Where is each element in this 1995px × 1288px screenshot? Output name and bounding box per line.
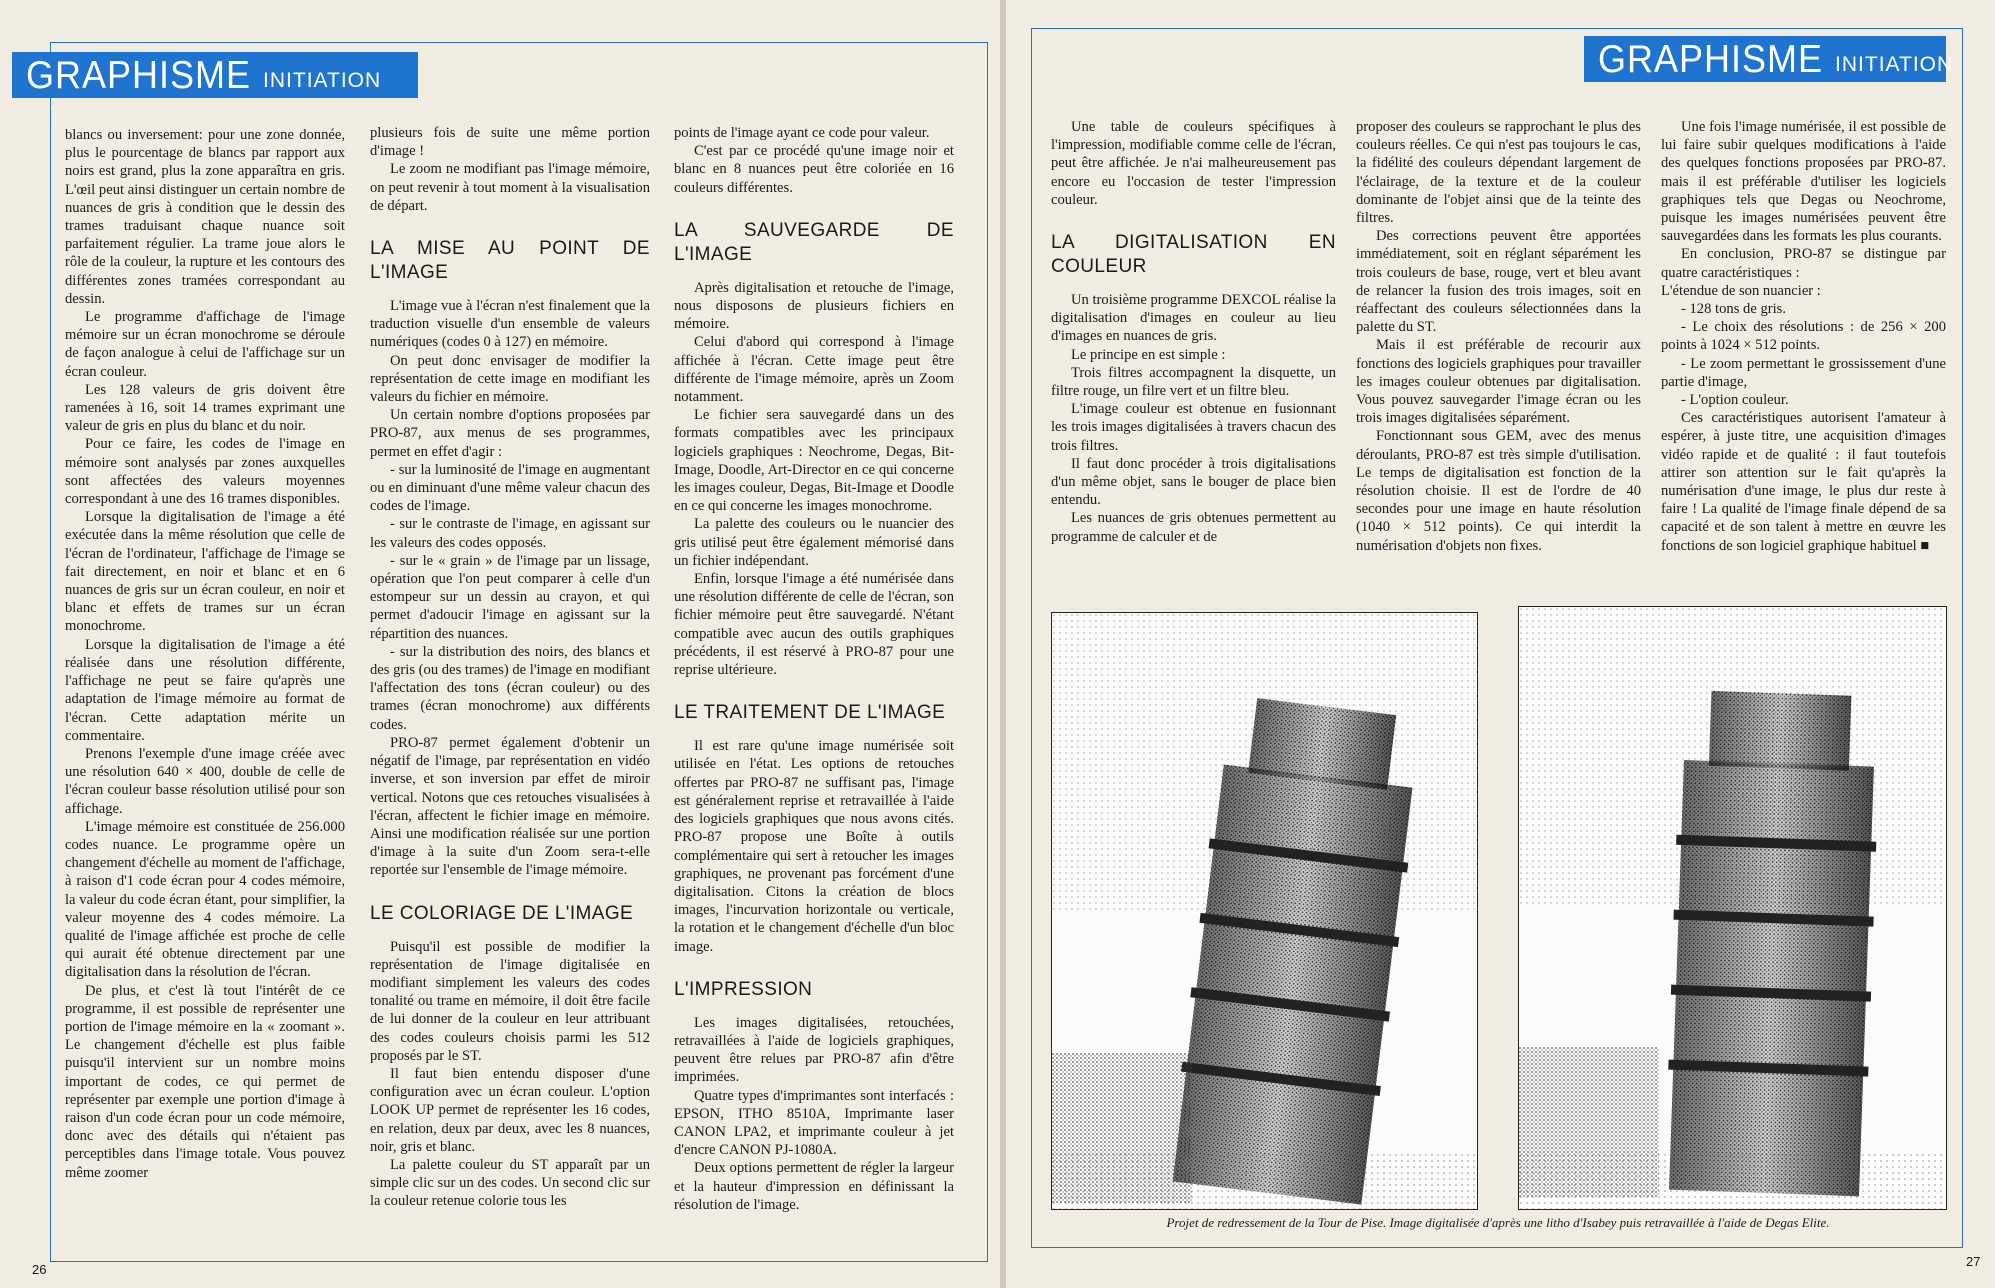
paragraph: De plus, et c'est là tout l'intérêt de ce programme, il est possible de représenter une portion de l'image mémoire en la « zoomant ». Le changement d'échelle est plus faible puisqu'il intervient sur un nombre moins important de codes, ce qui permet de représenter par exemple une portion d'image à raison d'un code écran pour un code mémoire, donc avec des détails qui n'étaient pas perceptibles dans l'image totale. Vous pouvez même zoomer [65, 982, 345, 1181]
right-page [1006, 0, 1995, 1288]
paragraph: blancs ou inversement: pour une zone donnée, plus le pourcentage de blancs par rapport aux noirs est grand, plus la zone apparaîtra en gris. L'œil peut ainsi distinguer un certain nombre de nuances de gris à condition que le dessin des trames traduisant chaque nuance soit parfaitement régulier. La trame joue alors le rôle de la couleur, la rupture et les contours des différentes zones tramées correspondant au dessin. [65, 127, 345, 307]
photo-caption: Projet de redressement de la Tour de Pise. Image digitalisée d'après une litho d'Isabey puis retravaillée à l'aide de Degas Elite. [1166, 1215, 1830, 1230]
paragraph: Il faut donc procéder à trois digitalisations d'un même objet, sans le bouger de place bien entendu. [1051, 455, 1336, 509]
paragraph: Lorsque la digitalisation de l'image a été réalisée dans une résolution différente, l'affichage ne peut se faire qu'après une adaptation de l'image mémoire au format de l'écran. Cette adaptation mérite un commentaire. [65, 636, 345, 744]
paragraph: L'étendue de son nuancier : [1661, 282, 1821, 299]
left-column-3 [674, 124, 954, 1214]
list-item: - Le zoom permettant le grossissement d'une partie d'image, [1661, 355, 1946, 390]
section-heading: LA SAUVEGARDE DE L'IMAGE [674, 219, 954, 265]
paragraph: PRO-87 permet également d'obtenir un négatif de l'image, par représentation en vidéo inverse, et son inversion par effet de miroir vertical. Notons que ces retouches visualisées à l'écran, affectent le fichier image en mémoire. Ainsi une modification réalisée sur une portion d'image à la suite d'un Zoom sera-t-elle reportée sur l'ensemble de l'image mémoire. [370, 734, 650, 879]
right-column-1 [1051, 118, 1336, 546]
left-column-2 [370, 124, 650, 1211]
right-column-3 [1661, 118, 1946, 555]
right-column-2 [1356, 118, 1641, 555]
paragraph: Les nuances de gris obtenues permettent au programme de calculer et de [1051, 510, 1336, 545]
paragraph: Une table de couleurs spécifiques à l'impression, modifiable comme celle de l'écran, peut être affichée. Je n'ai malheureusement pas encore eu l'occasion de tester l'impression couleur. [1051, 119, 1336, 208]
paragraph: - sur le contraste de l'image, en agissant sur les valeurs des codes opposés. [370, 516, 650, 551]
section-heading: LE COLORIAGE DE L'IMAGE [370, 902, 634, 924]
paragraph: Le programme d'affichage de l'image mémoire sur un écran monochrome se déroule de façon analogue à celui de l'affichage sur un écran couleur. [65, 309, 345, 380]
paragraph: Le zoom ne modifiant pas l'image mémoire, on peut revenir à tout moment à la visualisation de départ. [370, 161, 650, 214]
paragraph: Puisqu'il est possible de modifier la représentation de l'image digitalisée en modifiant simplement les valeurs des codes tonalité ou trame en mémoire, il doit être facile de lui donner de la couleur en leur attribuant des codes couleurs choisis parmi les 512 proposés par le ST. [370, 938, 650, 1064]
paragraph: Pour ce faire, les codes de l'image en mémoire sont analysés par zones auxquelles sont affectées des valeurs moyennes correspondant à une des 16 trames disponibles. [65, 436, 345, 508]
section-banner [1584, 36, 1954, 82]
paragraph: Trois filtres accompagnent la disquette, un filtre rouge, un filre vert et un filtre bleu. [1051, 364, 1336, 400]
list-item: - 128 tons de gris. [1681, 301, 1786, 318]
banner-title: GRAPHISME [26, 52, 252, 97]
paragraph: La palette des couleurs ou le nuancier des gris utilisé peut être également mémorisé dans un fichier indépendant. [674, 516, 954, 569]
paragraph: - sur la luminosité de l'image en augmentant ou en diminuant d'une même valeur chacun des codes de l'image. [370, 461, 650, 515]
section-heading: LA DIGITALISATION EN COULEUR [1051, 232, 1336, 278]
banner-subtitle: INITIATION [263, 69, 382, 92]
paragraph: points de l'image ayant ce code pour valeur. [674, 125, 930, 141]
section-heading: LA MISE AU POINT DE L'IMAGE [370, 238, 650, 284]
paragraph: Une fois l'image numérisée, il est possible de lui faire subir quelques modifications à l'aide des quelques fonctions proposées par PRO-87. mais il est préférable d'utiliser les logiciels graphiques tels que Degas ou Neochrome, puisque les images numérisées peuvent être sauvegardées dans les formats les plus courants. [1661, 119, 1946, 245]
paragraph: Le fichier sera sauvegardé dans un des formats compatibles avec les principaux logiciels graphiques : Neochrome, Degas, Bit-Image, Doodle, Art-Director en ce qui concerne les images couleur, Degas, Bit-Image et Doodle en ce qui concerne les images monochrome. [674, 407, 954, 515]
paragraph: Prenons l'exemple d'une image créée avec une résolution 640 × 400, double de celle de l'écran couleur basse résolution utilisé pour son affichage. [65, 745, 345, 817]
tower-photo-original [1051, 612, 1478, 1210]
paragraph: - sur le « grain » de l'image par un lissage, opération que l'on peut comparer à celle d'un estompeur sur un dessin au crayon, et qui permet d'adoucir l'image en agissant sur la répartition des nuances. [370, 552, 650, 642]
section-heading: LE TRAITEMENT DE L'IMAGE [674, 702, 946, 724]
paragraph: plusieurs fois de suite une même portion d'image ! [370, 125, 650, 160]
paragraph: - sur la distribution des noirs, des blancs et des gris (ou des trames) de l'image en modifiant l'affectation des tons (écran couleur) ou des trames (écran monochrome) aux différents codes. [370, 643, 650, 733]
left-column-1 [65, 126, 345, 1182]
paragraph: Il est rare qu'une image numérisée soit utilisée en l'état. Les options de retouches offertes par PRO-87 ne suffisant pas, l'image est généralement reprise et retravaillée à l'aide des logiciels graphiques que nous avons cités. PRO-87 propose une Boîte à outils complémentaire qui sert à retoucher les images graphiques, ne provenant pas forcément d'une digitalisation. Citons la création de blocs images, l'incurvation horizontale ou verticale, la rotation et le changement d'échelle d'un bloc image. [674, 738, 954, 955]
paragraph: L'image vue à l'écran n'est finalement que la traduction visuelle d'un ensemble de valeurs numériques (codes 0 à 127) en mémoire. [370, 298, 650, 351]
paragraph: proposer des couleurs se rapprochant le plus des couleurs réelles. Ce qui n'est pas toujours le cas, la fidélité des couleurs dépendant largement de l'éclairage, de la texture et de la couleur dominante de l'objet ainsi que de la teinte des filtres. [1356, 119, 1641, 227]
feature-list [1661, 300, 1946, 409]
banner-title: GRAPHISME [1598, 36, 1824, 81]
list-item: - L'option couleur. [1681, 392, 1789, 409]
list-item: - Le choix des résolutions : de 256 × 200 points à 1024 × 512 points. [1661, 319, 1946, 354]
paragraph: Les images digitalisées, retouchées, retravaillées à l'aide de logiciels graphiques, peuvent être relues par PRO-87 afin d'être imprimées. [674, 1014, 954, 1086]
paragraph: Un certain nombre d'options proposées par PRO-87, aux menus de ses programmes, permet en effet d'agir : [370, 407, 650, 460]
paragraph: C'est par ce procédé qu'une image noir et blanc en 8 nuances peut être coloriée en 16 couleurs différentes. [674, 143, 954, 196]
paragraph: Après digitalisation et retouche de l'image, nous disposons de plusieurs fichiers en mémoire. [674, 279, 954, 333]
paragraph: Le principe en est simple : [1071, 346, 1226, 363]
paragraph: L'image couleur est obtenue en fusionnant les trois images digitalisées à travers chacun des trois filtres. [1051, 401, 1336, 454]
paragraph: Mais il est préférable de recourir aux fonctions des logiciels graphiques pour travailler les images couleur obtenues par digitalisation. Vous pouvez sauvegarder l'image écran ou les trois images digitalisées séparément. [1356, 337, 1641, 427]
page-number: 27 [1966, 1254, 1981, 1269]
paragraph: La palette couleur du ST apparaît par un simple clic sur un des codes. Un second clic sur la couleur retenue colorie tous les [370, 1156, 650, 1210]
paragraph: Les 128 valeurs de gris doivent être ramenées à 16, soit 14 trames exprimant une valeur de gris en plus du blanc et du noir. [65, 381, 345, 435]
paragraph: Celui d'abord qui correspond à l'image affichée à l'écran. Cette image peut être différente de l'image mémoire, après un Zoom notamment. [674, 334, 954, 406]
paragraph: Enfin, lorsque l'image a été numérisée dans une résolution différente de celle de l'écran, son fichier mémoire peut être sauvegardé. N'étant compatible avec aucun des outils graphiques précédents, il est réservé à PRO-87 pour une reprise ultérieure. [674, 571, 954, 679]
paragraph: Fonctionnant sous GEM, avec des menus déroulants, PRO-87 est très simple d'utilisation. Le temps de digitalisation est fonction de la résolution choisie. Il est de l'ordre de 40 secondes pour une image en haute résolution (1040 × 512 points). Ce qui interdit la numérisation d'objets non fixes. [1356, 428, 1641, 554]
paragraph: Lorsque la digitalisation de l'image a été exécutée dans la même résolution que celle de l'écran de l'ordinateur, l'affichage de l'image se fait directement, en noir et blanc et en 6 nuances de gris sur un écran couleur, en noir et blanc et effets de trames sur un écran monochrome. [65, 509, 345, 635]
tower-photo-straightened [1518, 606, 1947, 1210]
paragraph: L'image mémoire est constituée de 256.000 codes nuance. Le programme opère un changement d'échelle au moment de l'affichage, à raison d'1 code écran pour 4 codes mémoire, la valeur du code écran étant, pour simplifier, la valeur moyenne des 4 codes mémoire. La qualité de l'image affichée est proche de celle qui aurait été obtenue directement par une digitalisation dans la résolution de l'écran. [65, 818, 345, 981]
paragraph: Il faut bien entendu disposer d'une configuration avec un écran couleur. L'option LOOK UP permet de représenter les 16 codes, en relation, deux par deux, avec les 8 nuances, noir, gris et blanc. [370, 1065, 650, 1155]
tower-image [1052, 613, 1477, 1209]
banner-subtitle: INITIATION [1835, 53, 1954, 76]
section-heading: L'IMPRESSION [674, 978, 813, 1000]
paragraph: En conclusion, PRO-87 se distingue par quatre caractéristiques : [1661, 246, 1946, 281]
page-number: 26 [32, 1262, 47, 1277]
paragraph: Quatre types d'imprimantes sont interfacés : EPSON, ITHO 8510A, Imprimante laser CANON LPA2, et imprimante couleur à jet d'encre CANON PJ-1080A. [674, 1087, 954, 1159]
paragraph: Des corrections peuvent être apportées immédiatement, soit en réglant séparément les trois couleurs de base, rouge, vert et bleu avant de relancer la fusion des trois images, soit en réaffectant des couleurs sélectionnées dans la palette du ST. [1356, 228, 1641, 336]
paragraph: On peut donc envisager de modifier la représentation de cette image en modifiant les valeurs du fichier en mémoire. [370, 352, 650, 406]
section-banner [12, 52, 418, 98]
paragraph: Deux options permettent de régler la largeur et la hauteur d'impression en définissant la résolution de l'image. [674, 1160, 954, 1213]
paragraph: Un troisième programme DEXCOL réalise la digitalisation d'images en couleur au lieu d'images en nuances de gris. [1051, 292, 1336, 345]
tower-image [1519, 607, 1946, 1209]
paragraph: Ces caractéristiques autorisent l'amateur à espérer, à juste titre, une acquisition d'images vidéo rapide et de qualité : il faut toutefois attirer son attention sur le fait qu'après la numérisation d'une image, le plus dur reste à faire ! La qualité de l'image finale dépend de sa capacité et de son talent à mettre en œuvre les fonctions de son logiciel graphique habituel ■ [1661, 410, 1946, 554]
